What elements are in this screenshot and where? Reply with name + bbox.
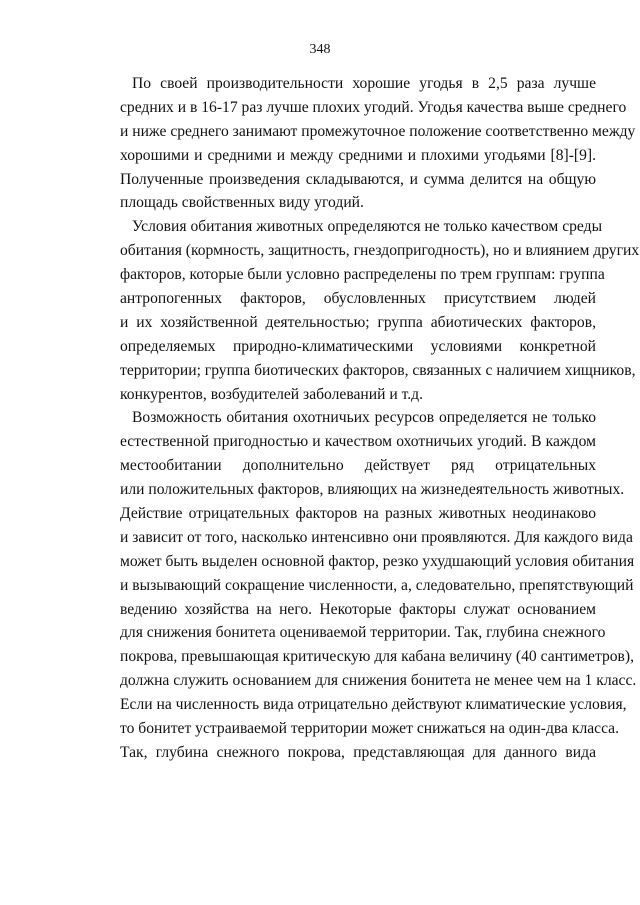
text-line: покрова, превышающая критическую для кабана величину (40 сантиметров), xyxy=(120,648,634,666)
text-line: факторов, которые были условно распределены по трем группам: группа xyxy=(120,266,605,284)
text-line: естественной пригодностью и качеством охотничьих угодий. В каждом xyxy=(120,433,596,451)
text-line: хорошими и средними и между средними и плохими угодьями [8]-[9]. xyxy=(120,146,596,164)
paragraph-2 xyxy=(120,215,640,406)
text-line: и их хозяйственной деятельностью; группа абиотических факторов, xyxy=(120,313,596,331)
text-line: или положительных факторов, влияющих на жизнедеятельность животных. xyxy=(120,481,625,499)
text-line: и вызывающий сокращение численности, а, следовательно, препятствующий xyxy=(120,576,634,594)
text-line: ведению хозяйства на него. Некоторые факторы служат основанием xyxy=(120,600,596,618)
text-line: определяемых природно-климатическими условиями конкретной xyxy=(120,337,596,355)
body-text xyxy=(120,72,640,765)
text-line: По своей производительности хорошие угодья в 2,5 раза лучше xyxy=(132,75,596,92)
page-number: 348 xyxy=(309,42,331,57)
text-line: Действие отрицательных факторов на разных животных неодинаково xyxy=(120,505,596,523)
text-line: должна служить основанием для снижения бонитета не менее чем на 1 класс. xyxy=(120,672,637,690)
text-line: может быть выделен основной фактор, резко ухудшающий условия обитания xyxy=(120,552,635,570)
text-line: Если на численность вида отрицательно действуют климатические условия, xyxy=(120,696,627,714)
text-line: и ниже среднего занимают промежуточное положение соответственно между xyxy=(120,122,636,140)
text-line: для снижения бонитета оцениваемой территории. Так, глубина снежного xyxy=(120,624,606,642)
text-line: Условия обитания животных определяются не только качеством среды xyxy=(132,218,603,236)
text-line: Так, глубина снежного покрова, представляющая для данного вида xyxy=(120,743,596,761)
text-line: Возможность обитания охотничьих ресурсов определяется не только xyxy=(132,409,596,427)
text-line: антропогенных факторов, обусловленных присутствием людей xyxy=(120,290,596,308)
text-line: конкурентов, возбудителей заболеваний и т.д. xyxy=(120,385,423,403)
text-line: Полученные произведения складываются, и сумма делится на общую xyxy=(120,170,596,188)
text-line: обитания (кормность, защитность, гнездопригодность), но и влиянием других xyxy=(120,242,640,260)
text-line: площадь свойственных виду угодий. xyxy=(120,194,364,212)
paragraph-1 xyxy=(120,72,636,215)
text-line: то бонитет устраиваемой территории может снижаться на один-два класса. xyxy=(120,720,620,738)
text-line: территории; группа биотических факторов, связанных с наличием хищников, xyxy=(120,361,636,379)
text-line: и зависит от того, насколько интенсивно они проявляются. Для каждого вида xyxy=(120,528,633,546)
text-line: средних и в 16-17 раз лучше плохих угодий. Угодья качества выше среднего xyxy=(120,98,627,116)
paragraph-3 xyxy=(120,406,637,764)
text-line: местообитании дополнительно действует ряд отрицательных xyxy=(120,457,596,475)
